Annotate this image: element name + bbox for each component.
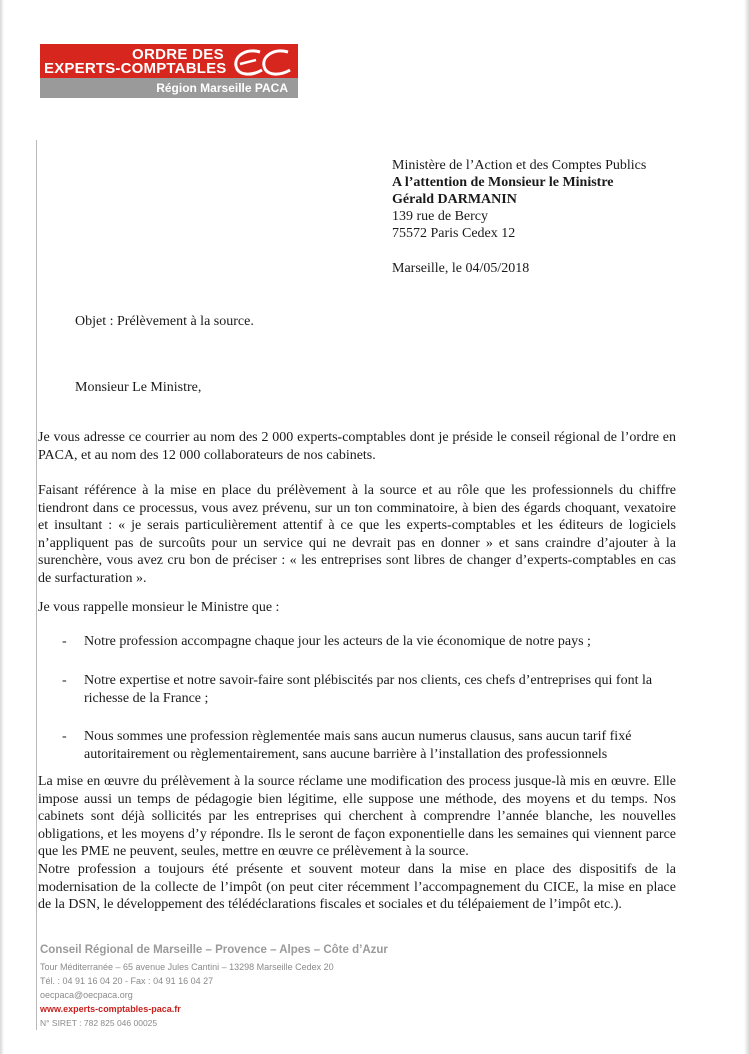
footer-siret: N° SIRET : 782 825 046 00025: [40, 1018, 158, 1028]
recipient-attention: A l’attention de Monsieur le Ministre: [392, 175, 614, 190]
logo-line2: EXPERTS-COMPTABLES: [44, 60, 227, 77]
footer-website-link[interactable]: www.experts-comptables-paca.fr: [40, 1004, 181, 1014]
page-edge-right: [744, 0, 750, 1054]
recipient-name: Gérald DARMANIN: [392, 192, 517, 207]
paragraph-1: Je vous adresse ce courrier au nom des 2 000 experts-comptables dont je préside le conseil régional de l’ordre en PACA, et au nom des 12 000 collaborateurs de nos cabinets.: [38, 430, 676, 463]
paragraph-5: Notre profession a toujours été présente et souvent moteur dans la mise en place des dispositifs de la modernisation de la collecte de l’impôt (on peut citer récemment l’accompagnement du CICE, la mise en place de la DSN, le développement des télédéclarations fiscales et sociales et du télépaiement de l’impôt etc.).: [38, 862, 676, 912]
letter-date: Marseille, le 04/05/2018: [392, 261, 530, 276]
paragraph-3: Je vous rappelle monsieur le Ministre que :: [38, 600, 280, 615]
bullet-text: Notre expertise et notre savoir-faire sont plébiscités par nos clients, ces chefs d’entreprises qui font la richesse de la France ;: [84, 673, 653, 706]
bullet-dash: -: [62, 634, 67, 649]
letter-subject: Objet : Prélèvement à la source.: [75, 314, 254, 329]
bullet-dash: -: [62, 673, 67, 688]
margin-rule: [36, 140, 37, 1030]
bullet-dash: -: [62, 729, 67, 744]
bullet-text: Nous sommes une profession règlementée mais sans aucun numerus clausus, sans aucun tarif fixé autoritairement ou règlementairement, sans aucune barrière à l’installation des professionnels: [84, 729, 632, 762]
recipient-ministry: Ministère de l’Action et des Comptes Publics: [392, 158, 647, 173]
logo-ec-mark-icon: [226, 46, 298, 80]
bullet-text: Notre profession accompagne chaque jour les acteurs de la vie économique de notre pays ;: [84, 634, 591, 649]
footer-title: Conseil Régional de Marseille – Provence – Alpes – Côte d’Azur: [40, 944, 388, 956]
footer-email[interactable]: oecpaca@oecpaca.org: [40, 990, 133, 1000]
footer-address: Tour Méditerranée – 65 avenue Jules Cantini – 13298 Marseille Cedex 20: [40, 962, 334, 972]
recipient-city: 75572 Paris Cedex 12: [392, 226, 516, 241]
footer-phone: Tél. : 04 91 16 04 20 - Fax : 04 91 16 04 27: [40, 976, 214, 986]
logo: [40, 44, 298, 98]
paragraph-4: La mise en œuvre du prélèvement à la source réclame une modification des process jusque-là mis en œuvre. Elle impose aussi un temps de pédagogie bien légitime, elle suppose une méthode, des moyens et du temps. Nos cabinets sont déjà sollicités par les entreprises qui cherchent à comprendre l’année blanche, les nouvelles obligations, et les moyens d’y répondre. Ils le seront de façon exponentielle dans les semaines qui viennent parce que les PME ne peuvent, seules, mettre en œuvre ce prélèvement à la source.: [38, 774, 676, 859]
paragraph-2: Faisant référence à la mise en place du prélèvement à la source et au rôle que les professionnels du chiffre tiendront dans ce processus, vous avez prévenu, sur un ton comminatoire, à bien des égards choquant, vexatoire et insultant : « je serais particulièrement attentif à ce que les experts-comptables et les éditeurs de logiciels n’appliquent pas de surcoûts pour un service qui ne devrait pas en donner » et sans craindre d’ajouter à la surenchère, vous avez cru bon de préciser : « les entreprises sont libres de changer d’experts-comptables en cas de surfacturation ».: [38, 483, 676, 586]
recipient-street: 139 rue de Bercy: [392, 209, 489, 224]
recipient-address: [392, 157, 646, 242]
logo-line1: ORDRE DES: [132, 46, 224, 63]
page-edge-left: [0, 0, 4, 1054]
logo-region: Région Marseille PACA: [156, 81, 288, 95]
salutation: Monsieur Le Ministre,: [75, 380, 202, 395]
